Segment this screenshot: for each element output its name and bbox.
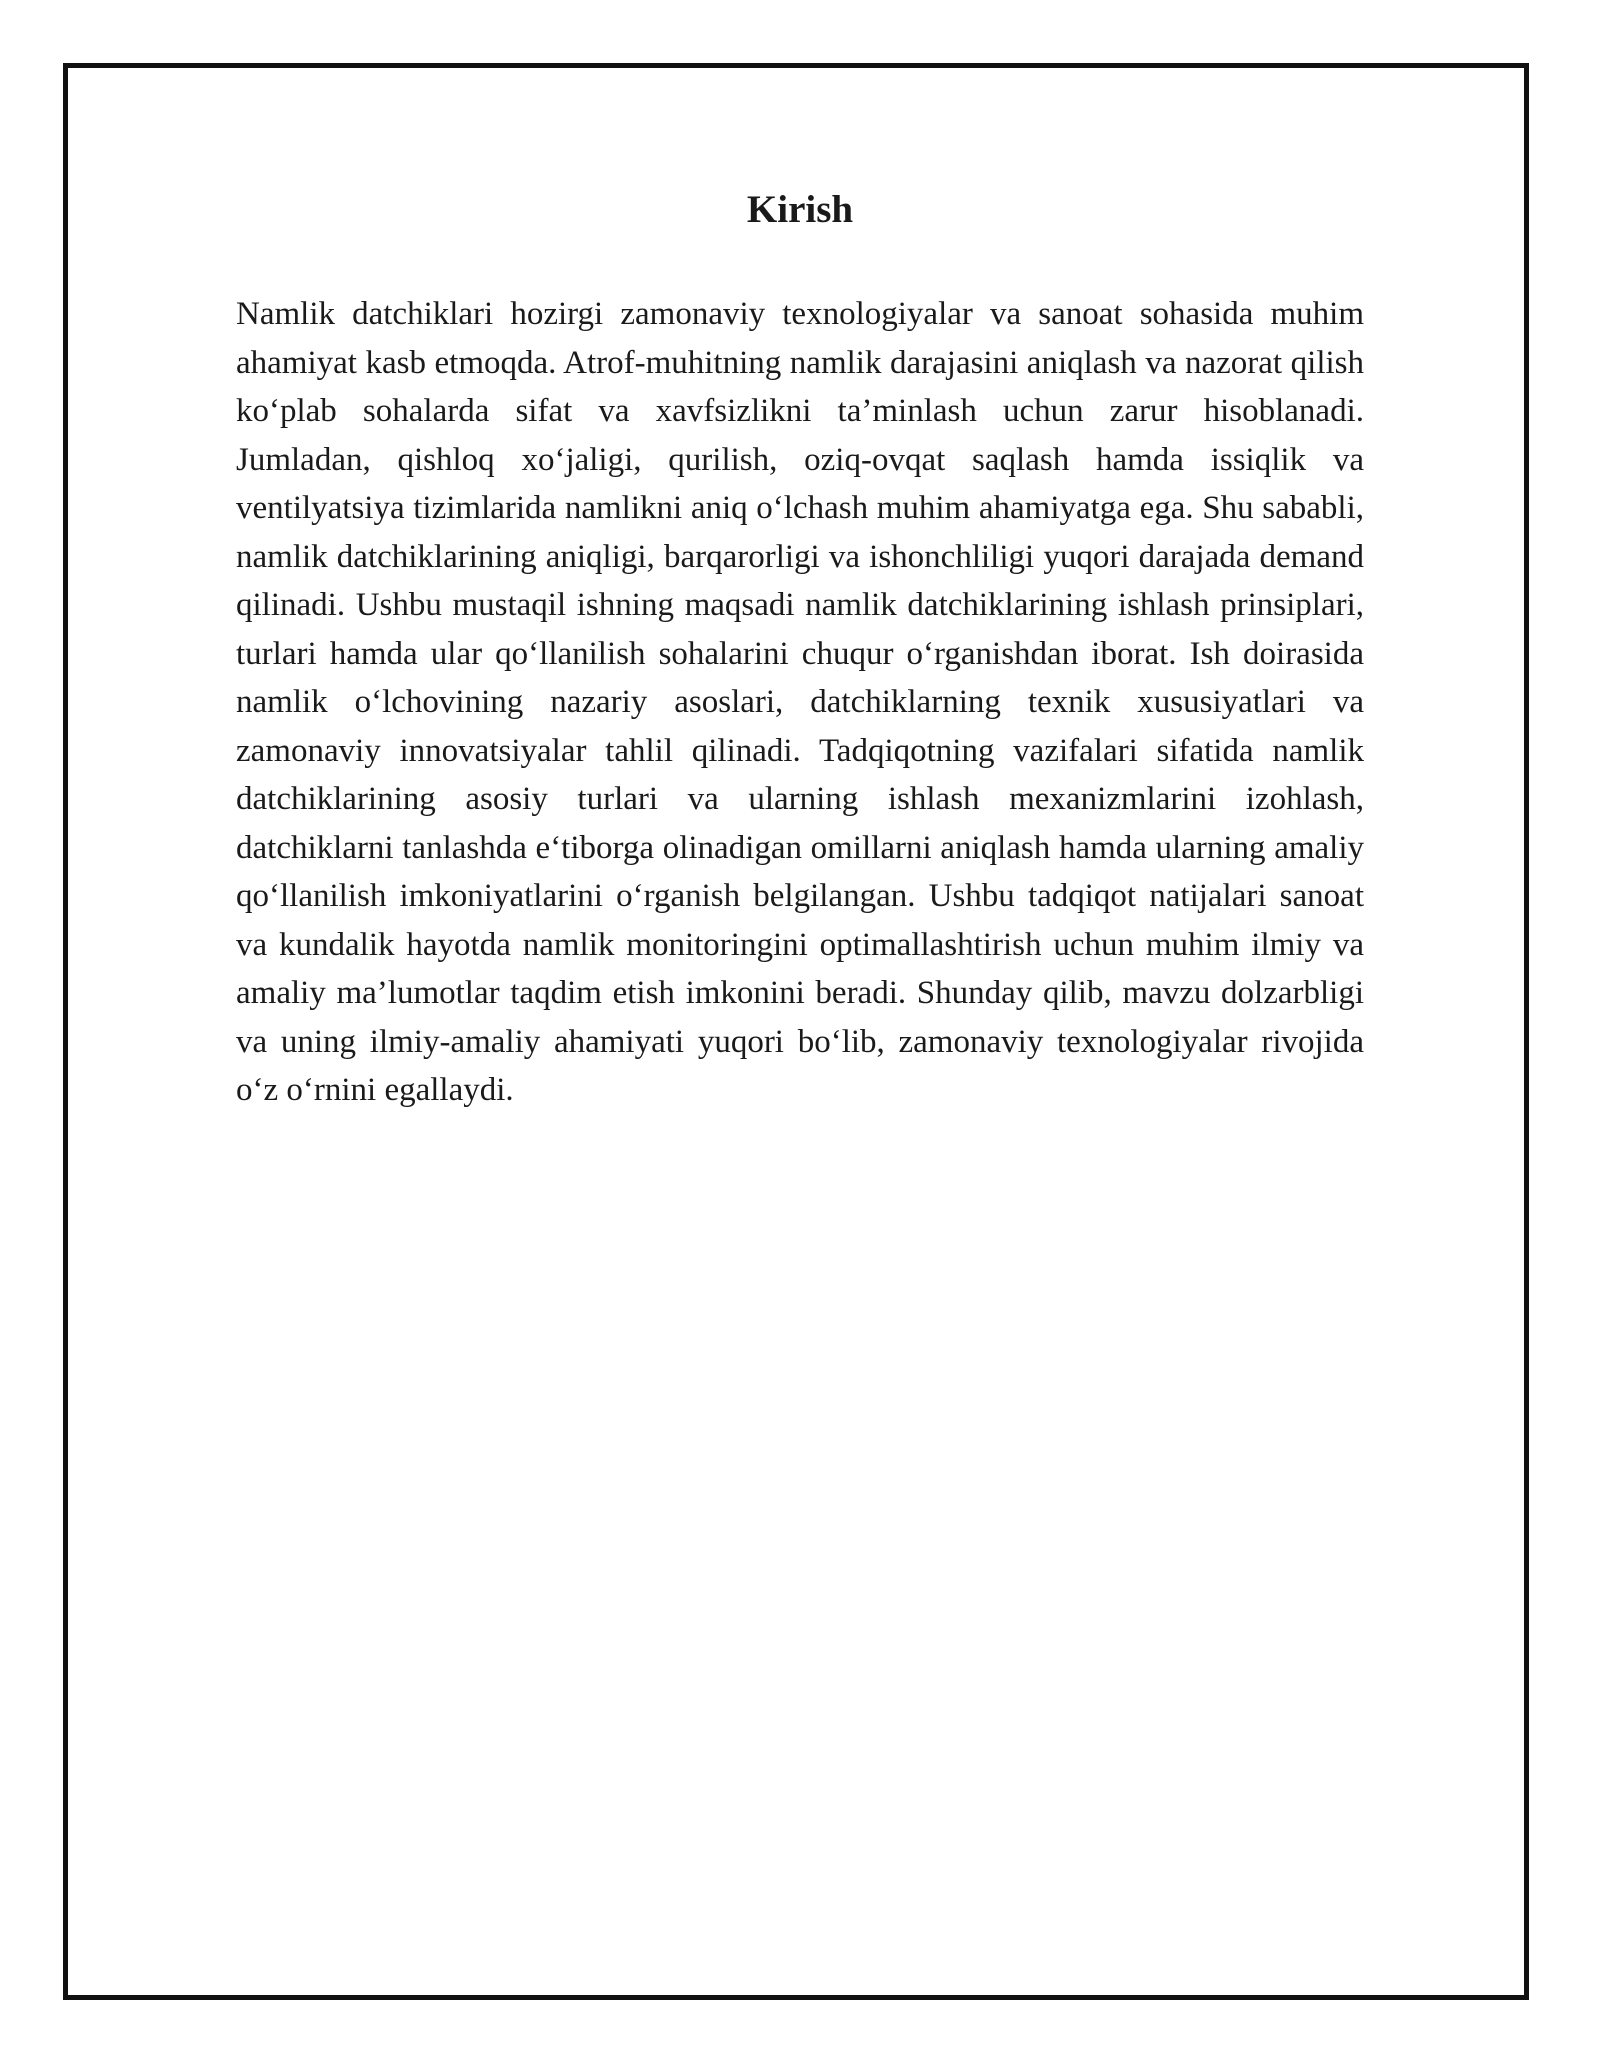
body-paragraph: Namlik datchiklari hozirgi zamonaviy texnologiyalar va sanoat sohasida muhim ahamiyat kasb etmoqda. Atrof-muhitning namlik darajasini aniqlash va nazorat qilish ko‘plab sohalarda sifat va xavfsizlikni ta’minlash uchun zarur hisoblanadi. Jumladan, qishloq xo‘jaligi, qurilish, oziq-ovqat saqlash hamda issiqlik va ventilyatsiya tizimlarida namlikni aniq o‘lchash muhim ahamiyatga ega. Shu sababli, namlik datchiklarining aniqligi, barqarorligi va ishonchliligi yuqori darajada demand qilinadi. Ushbu mustaqil ishning maqsadi namlik datchiklarining ishlash prinsiplari, turlari hamda ular qo‘llanilish sohalarini chuqur o‘rganishdan iborat. Ish doirasida namlik o‘lchovining nazariy asoslari, datchiklarning texnik xususiyatlari va zamonaviy innovatsiyalar tahlil qilinadi. Tadqiqotning vazifalari sifatida namlik datchiklarining asosiy turlari va ularning ishlash mexanizmlarini izohlash, datchiklarni tanlashda e‘tiborga olinadigan omillarni aniqlash hamda ularning amaliy qo‘llanilish imkoniyatlarini o‘rganish belgilangan. Ushbu tadqiqot natijalari sanoat va kundalik hayotda namlik monitoringini optimallashtirish uchun muhim ilmiy va amaliy ma’lumotlar taqdim etish imkonini beradi. Shunday qilib, mavzu dolzarbligi va uning ilmiy-amaliy ahamiyati yuqori bo‘lib, zamonaviy texnologiyalar rivojida o‘z o‘rnini egallaydi. [236, 296, 1364, 1108]
page-title: Kirish [746, 188, 854, 231]
